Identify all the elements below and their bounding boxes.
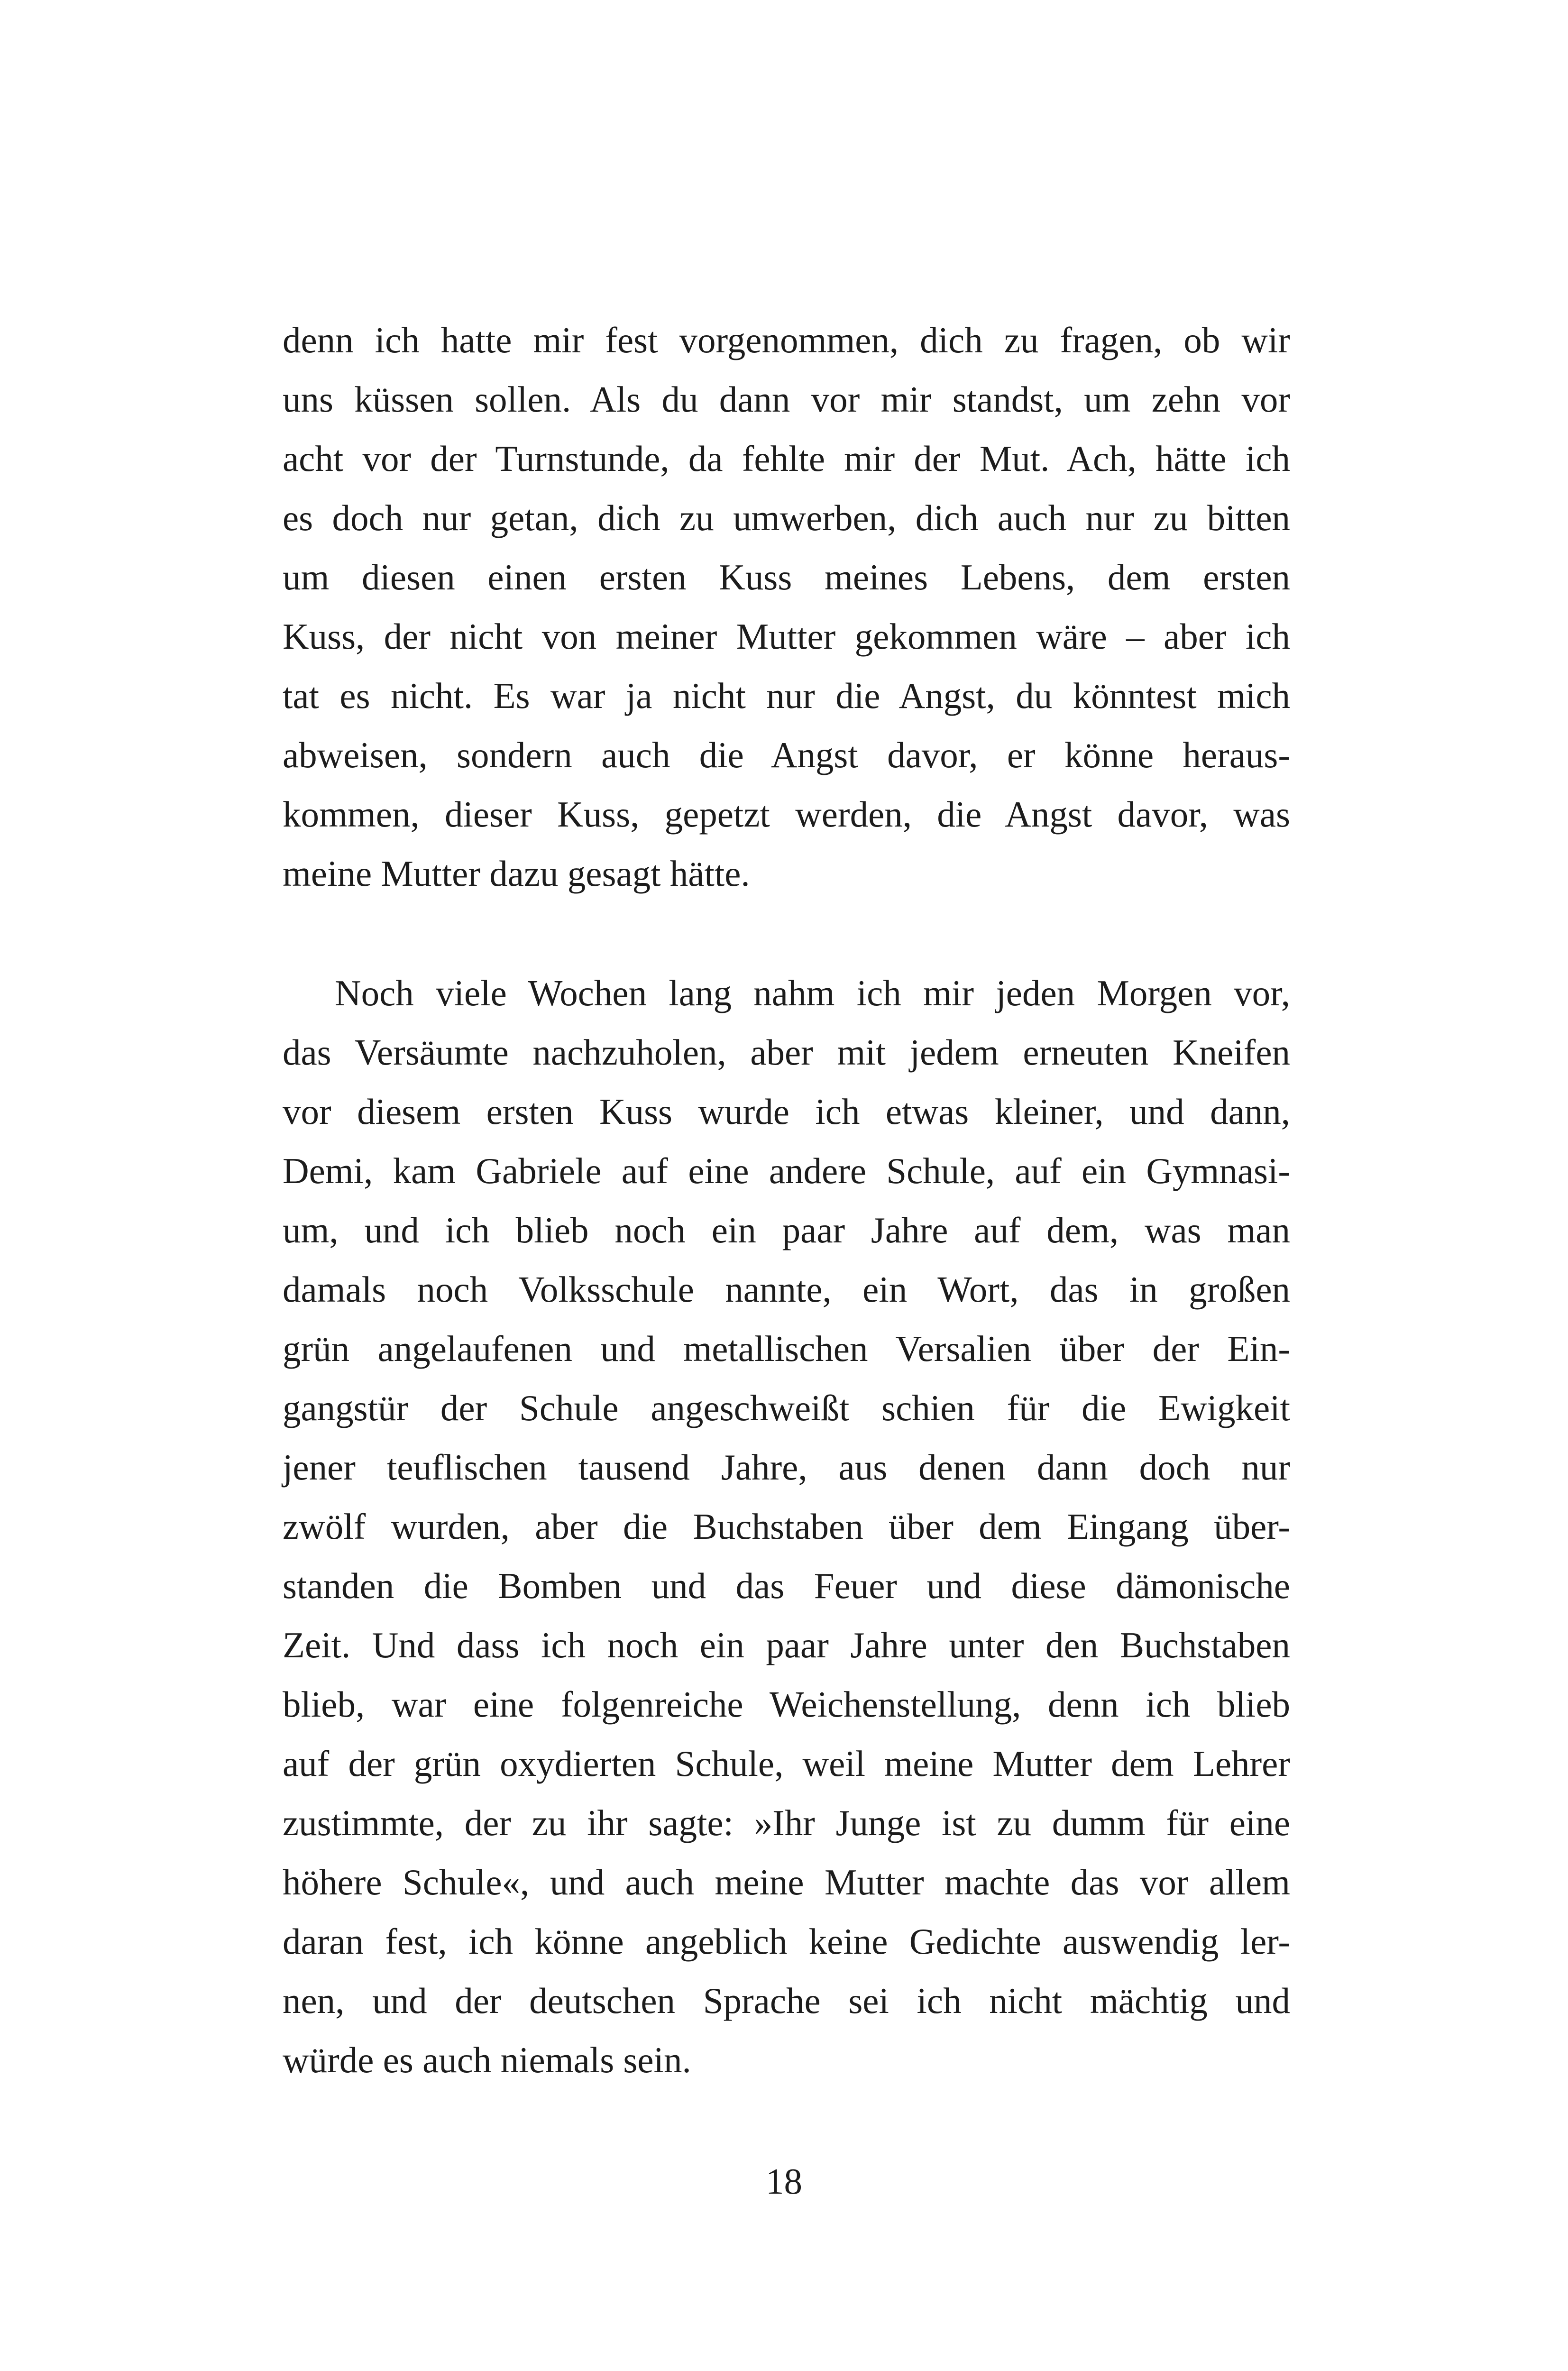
- text-line: Noch viele Wochen lang nahm ich mir jeden Morgen vor,: [335, 973, 1290, 1013]
- text-line: tat es nicht. Es war ja nicht nur die Angst, du könntest mich: [283, 675, 1290, 716]
- text-line: uns küssen sollen. Als du dann vor mir standst, um zehn vor: [283, 379, 1290, 420]
- text-line: standen die Bomben und das Feuer und diese dämonische: [283, 1565, 1290, 1606]
- text-line: zwölf wurden, aber die Buchstaben über dem Eingang über-: [283, 1506, 1290, 1547]
- text-line: kommen, dieser Kuss, gepetzt werden, die Angst davor, was: [283, 794, 1290, 835]
- page-number: 18: [766, 2161, 802, 2202]
- text-line: zustimmte, der zu ihr sagte: »Ihr Junge ist zu dumm für eine: [283, 1802, 1290, 1843]
- text-line: grün angelaufenen und metallischen Versalien über der Ein-: [283, 1328, 1290, 1369]
- text-line: jener teuflischen tausend Jahre, aus denen dann doch nur: [283, 1447, 1290, 1488]
- paragraph-2: [283, 964, 1290, 2090]
- text-line: das Versäumte nachzuholen, aber mit jedem erneuten Kneifen: [283, 1032, 1290, 1073]
- text-line: Demi, kam Gabriele auf eine andere Schule, auf ein Gymnasi-: [283, 1150, 1290, 1191]
- text-line: höhere Schule«, und auch meine Mutter machte das vor allem: [283, 1862, 1290, 1902]
- paragraph-1: [283, 311, 1290, 903]
- text-line: Zeit. Und dass ich noch ein paar Jahre unter den Buchstaben: [283, 1625, 1290, 1665]
- text-line: um diesen einen ersten Kuss meines Lebens, dem ersten: [283, 557, 1290, 597]
- text-line: denn ich hatte mir fest vorgenommen, dich zu fragen, ob wir: [283, 320, 1290, 360]
- text-line: acht vor der Turnstunde, da fehlte mir der Mut. Ach, hätte ich: [283, 438, 1290, 479]
- text-line: gangstür der Schule angeschweißt schien für die Ewigkeit: [283, 1388, 1290, 1428]
- text-line: meine Mutter dazu gesagt hätte.: [283, 853, 750, 894]
- text-line: würde es auch niemals sein.: [283, 2040, 691, 2080]
- text-line: nen, und der deutschen Sprache sei ich nicht mächtig und: [283, 1980, 1290, 2021]
- text-line: Kuss, der nicht von meiner Mutter gekommen wäre – aber ich: [283, 616, 1290, 657]
- text-line: daran fest, ich könne angeblich keine Gedichte auswendig ler-: [283, 1921, 1290, 1962]
- text-line: um, und ich blieb noch ein paar Jahre auf dem, was man: [283, 1210, 1290, 1250]
- text-line: damals noch Volksschule nannte, ein Wort, das in großen: [283, 1269, 1290, 1310]
- text-line: abweisen, sondern auch die Angst davor, er könne heraus-: [283, 735, 1290, 775]
- text-line: blieb, war eine folgenreiche Weichenstellung, denn ich blieb: [283, 1684, 1290, 1725]
- text-line: vor diesem ersten Kuss wurde ich etwas kleiner, und dann,: [283, 1091, 1290, 1132]
- text-line: auf der grün oxydierten Schule, weil meine Mutter dem Lehrer: [283, 1743, 1290, 1784]
- text-line: es doch nur getan, dich zu umwerben, dich auch nur zu bitten: [283, 497, 1290, 538]
